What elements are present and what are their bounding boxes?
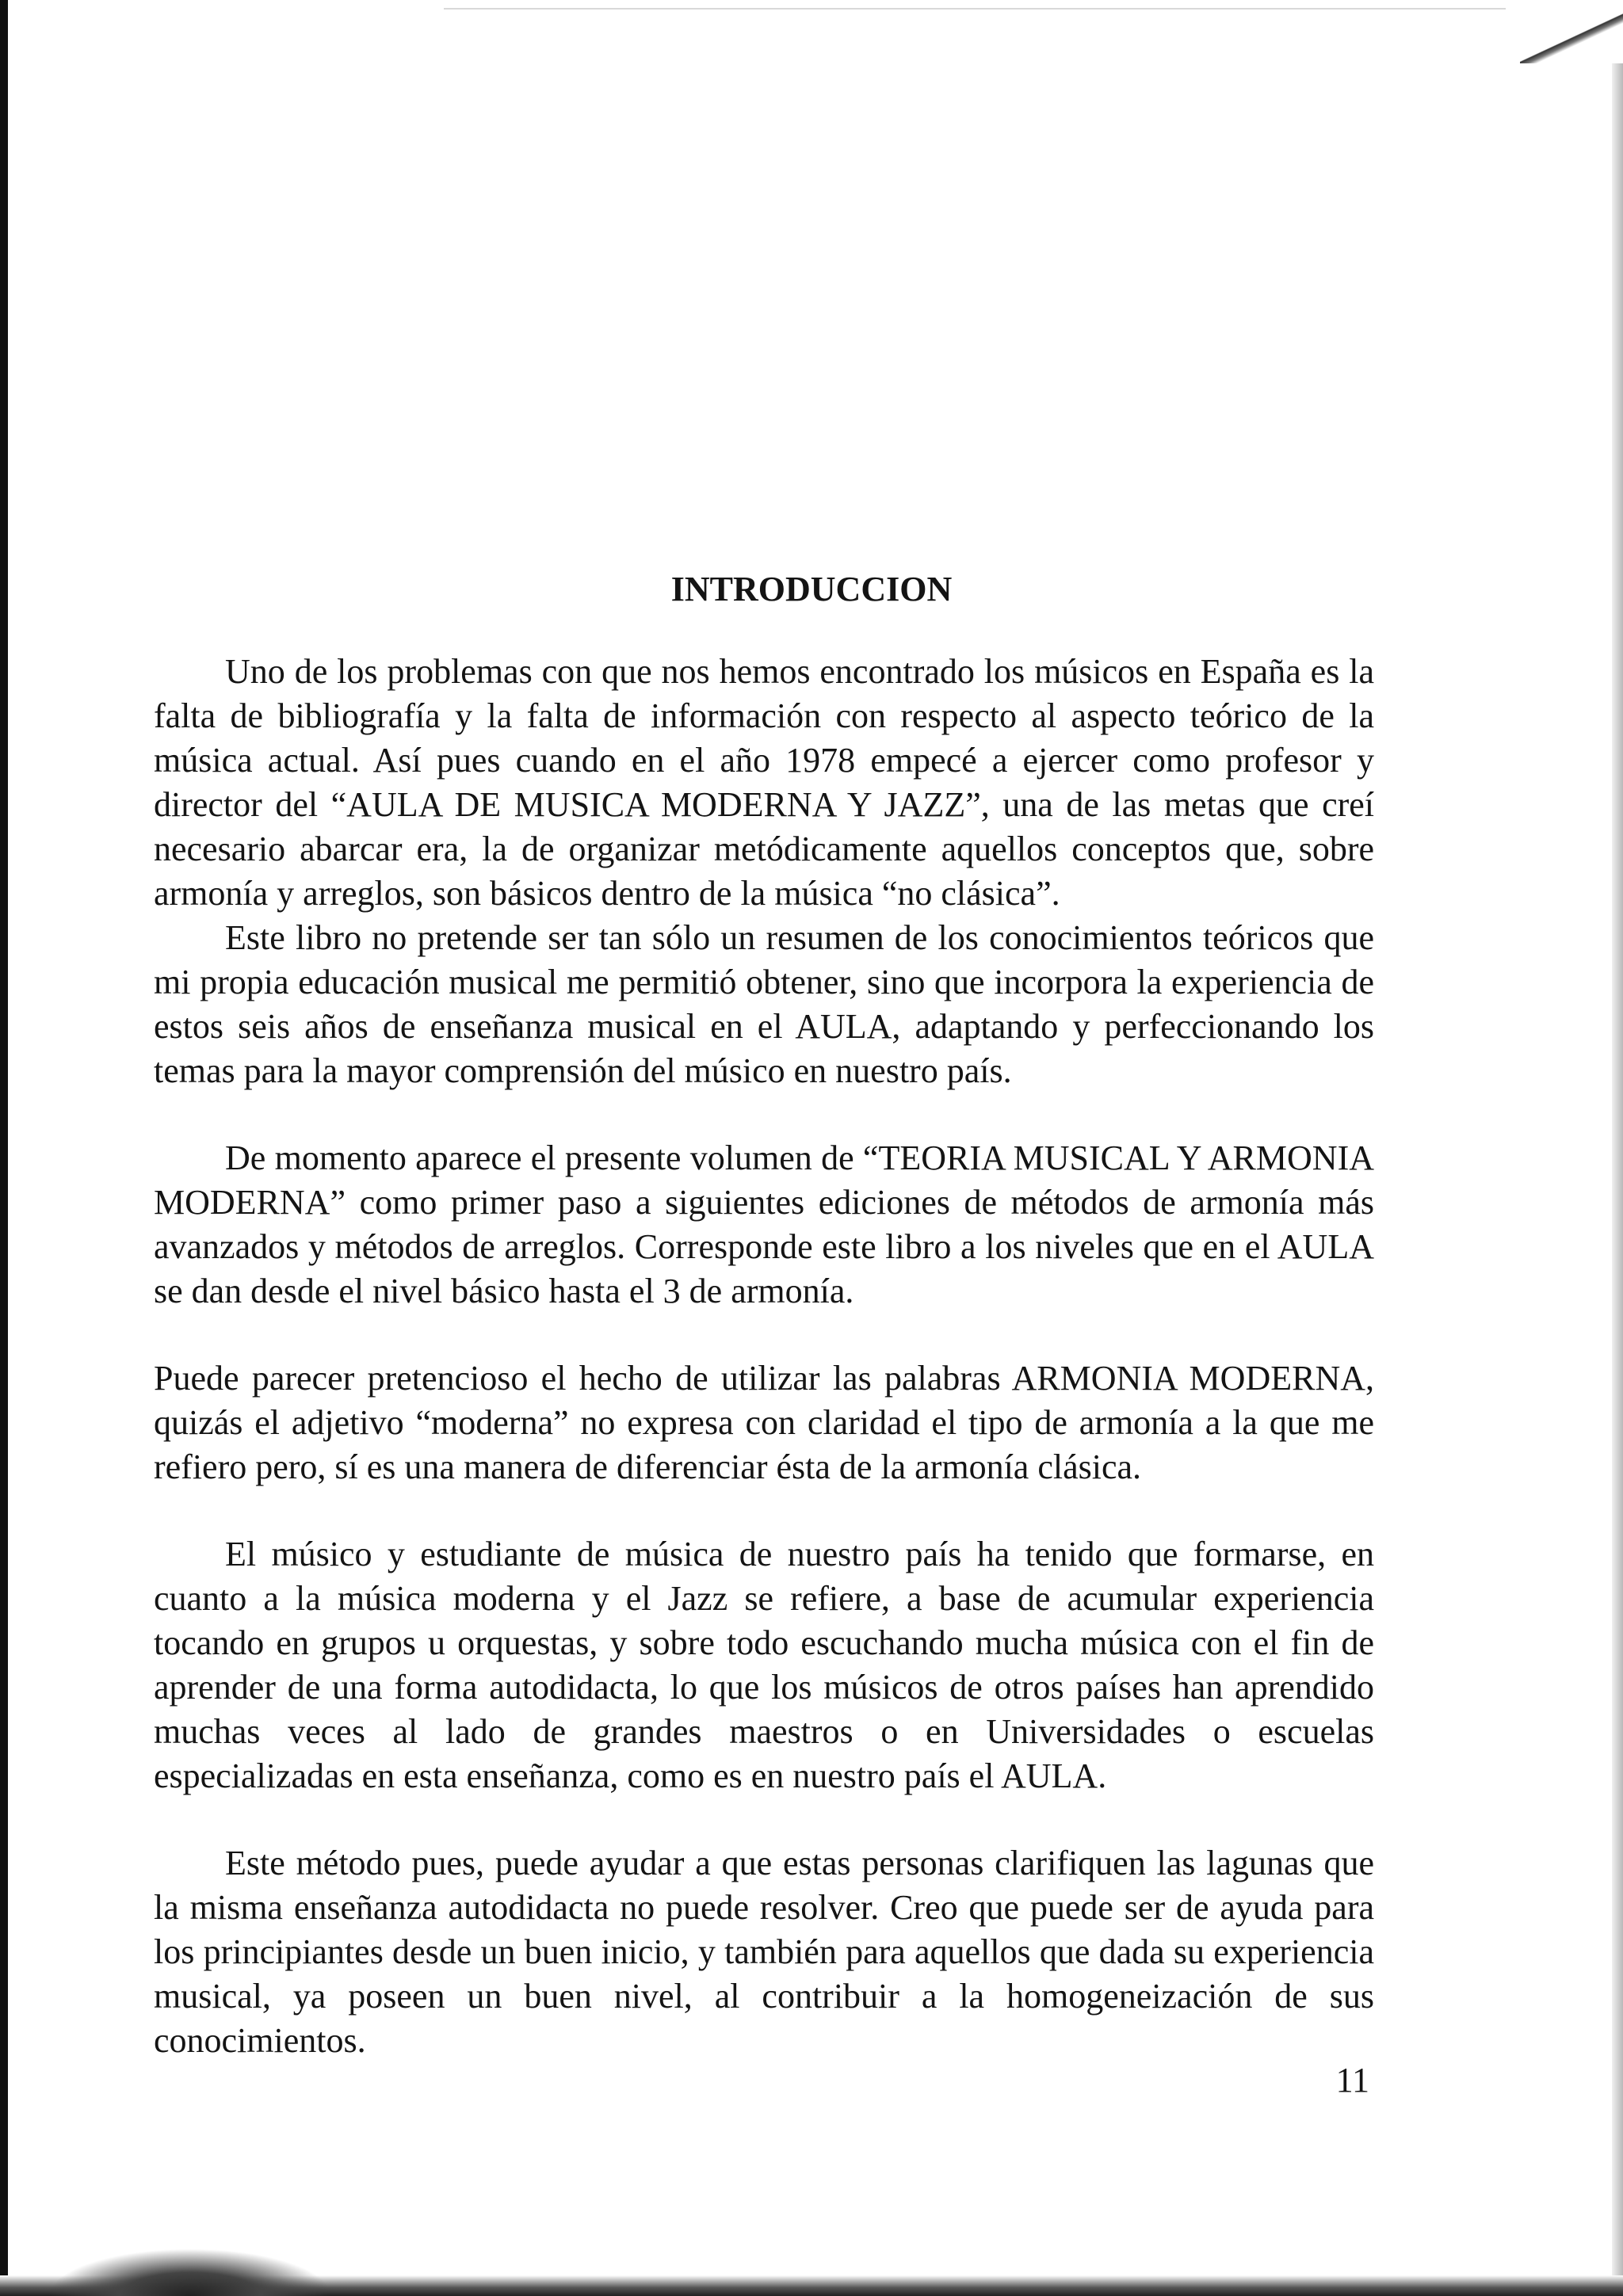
scan-edge-top: [444, 8, 1506, 10]
scan-edge-right: [1612, 0, 1623, 2296]
scan-bottom-shadow: [48, 2248, 333, 2296]
page-title: INTRODUCCION: [670, 570, 953, 608]
paragraph-2: Este libro no pretende ser tan sólo un resumen de los conocimientos teóricos que mi propia educación musical me permitió obtener, sino que incorpora la experiencia de estos seis años de enseñanza musical en el AULA, adaptando y perfeccionando los temas para la mayor comprensión del músico en nuestro país.: [154, 918, 1374, 1090]
page-number: 11: [1335, 2061, 1369, 2100]
paragraph-5: El músico y estudiante de música de nuestro país ha tenido que formarse, en cuanto a la música moderna y el Jazz se refiere, a base de acumular experiencia tocando en grupos u orquestas, y sobre todo escuchando mucha música con el fin de aprender de una forma autodidacta, lo que los músicos de otros países han aprendido muchas veces al lado de grandes maestros o en Universidades o escuelas especializadas en esta enseñanza, como es en nuestro país el AULA.: [154, 1535, 1374, 1795]
paragraph-1: Uno de los problemas con que nos hemos encontrado los músicos en España es la falta de bibliografía y la falta de información con respecto al aspecto teórico de la música actual. Así pues cuando en el año 1978 empecé a ejercer como profesor y director del “AULA DE MUSICA MODERNA Y JAZZ”, una de las metas que creí necesario abarcar era, la de organizar metódicamente aquellos conceptos que, sobre armonía y arreglos, son básicos dentro de la música “no clásica”.: [154, 652, 1374, 913]
paragraph-4: Puede parecer pretencioso el hecho de utilizar las palabras ARMONIA MODERNA, quizás el adjetivo “moderna” no expresa con claridad el tipo de armonía a la que me refiero pero, sí es una manera de diferenciar ésta de la armonía clásica.: [154, 1359, 1374, 1486]
paragraph-3: De momento aparece el presente volumen de “TEORIA MUSICAL Y ARMONIA MODERNA” como primer paso a siguientes ediciones de métodos de armonía más avanzados y métodos de arreglos. Corresponde este libro a los niveles que en el AULA se dan desde el nivel básico hasta el 3 de armonía.: [154, 1138, 1374, 1310]
body-text: [154, 650, 1374, 2063]
paragraph-6: Este método pues, puede ayudar a que estas personas clarifiquen las lagunas que la misma enseñanza autodidacta no puede resolver. Creo que puede ser de ayuda para los principiantes desde un buen inicio, y también para aquellos que dada su experiencia musical, ya poseen un buen nivel, al contribuir a la homogeneización de sus conocimientos.: [154, 1844, 1374, 2060]
scan-edge-left: [0, 0, 8, 2296]
scan-corner-fold: [1520, 0, 1623, 63]
